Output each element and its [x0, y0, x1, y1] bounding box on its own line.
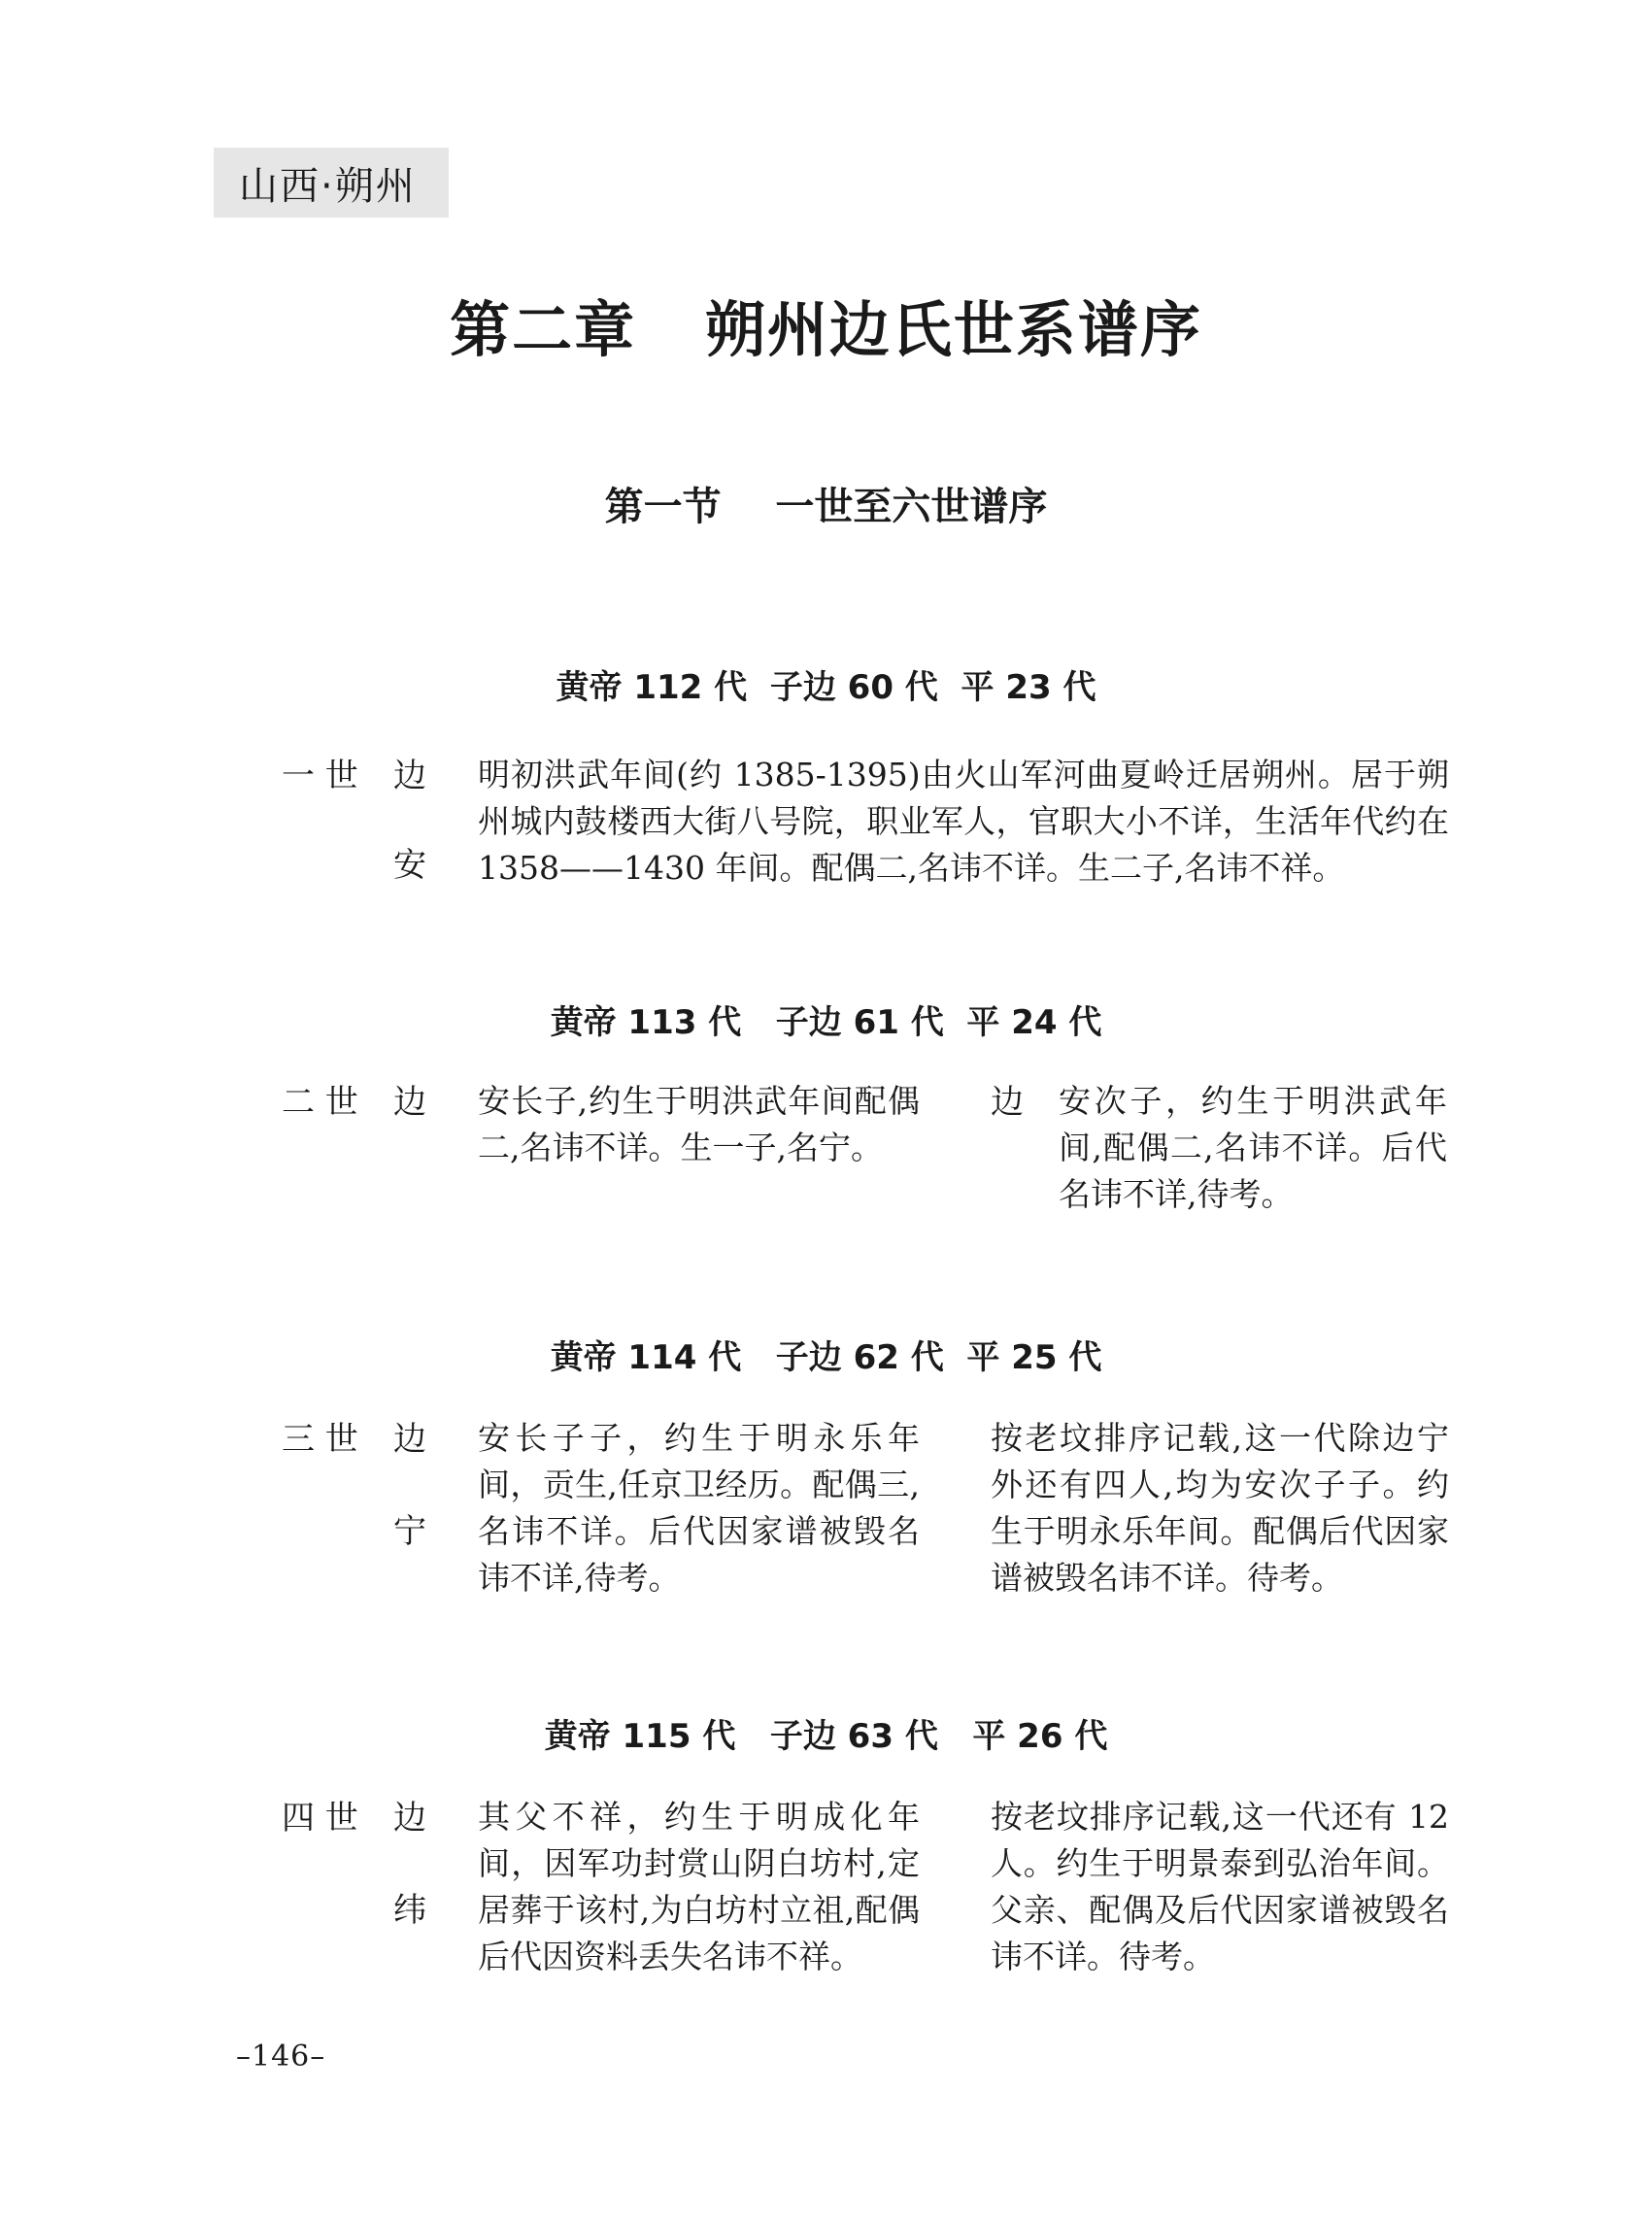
entry-text: 明初洪武年间(约 1385-1395)由火山军河曲夏岭迁居朔州。居于朔州城内鼓楼西大街八号院，职业军人，官职大小不详，生活年代约在 1358——1430 年间。配偶二,名讳不详。生二子,名讳不祥。 — [478, 756, 1449, 887]
generation-heading-4: 黄帝 115 代 子边 63 代 平 26 代 — [544, 1717, 1108, 1756]
generation-label-2: 二 世 — [282, 1083, 358, 1122]
person-name-char: 边 — [393, 1799, 426, 1838]
person-name-char: 边 — [393, 757, 426, 795]
generation-label-3: 三 世 — [282, 1420, 358, 1459]
generation-label-1: 一 世 — [282, 757, 358, 795]
generation-heading-1: 黄帝 112 代 子边 60 代 平 23 代 — [556, 668, 1096, 707]
entry-text: 按老坟排序记载,这一代除边宁外还有四人,均为安次子子。约生于明永乐年间。配偶后代因家谱被毁名讳不详。待考。 — [991, 1419, 1449, 1597]
entry-text: 其父不祥，约生于明成化年间，因军功封赏山阴白坊村,定居葬于该村,为白坊村立祖,配偶后代因资料丢失名讳不祥。 — [478, 1798, 920, 1975]
generation-label-4: 四 世 — [282, 1799, 358, 1838]
person-name-char: 宁 — [393, 1512, 426, 1551]
person-name-char: 边 — [393, 1420, 426, 1459]
generation-heading-3: 黄帝 114 代 子边 62 代 平 25 代 — [550, 1338, 1102, 1377]
running-header-tag — [214, 148, 449, 218]
entry-text: 按老坟排序记载,这一代还有 12 人。约生于明景泰到弘治年间。父亲、配偶及后代因家谱被毁名讳不详。待考。 — [991, 1798, 1449, 1975]
entry-text: 安长子子，约生于明永乐年间，贡生,任京卫经历。配偶三,名讳不详。后代因家谱被毁名讳不详,待考。 — [478, 1419, 920, 1597]
chapter-title: 第二章 朔州边氏世系谱序 — [450, 294, 1202, 365]
page-number: –146– — [236, 2040, 326, 2074]
person-name-char: 纬 — [393, 1891, 426, 1930]
generation-heading-2: 黄帝 113 代 子边 61 代 平 24 代 — [550, 1003, 1102, 1042]
entry-text: 安次子，约生于明洪武年间,配偶二,名讳不详。后代名讳不详,待考。 — [1059, 1082, 1447, 1213]
running-header-text: 山西·朔州 — [239, 163, 417, 209]
person-name-char: 边 — [393, 1083, 426, 1122]
person-name-char: 安 — [393, 846, 426, 885]
section-title: 第一节 一世至六世谱序 — [604, 485, 1048, 529]
entry-text: 安长子,约生于明洪武年间配偶二,名讳不详。生一子,名宁。 — [478, 1082, 920, 1166]
person-name-char: 边 — [991, 1083, 1024, 1122]
